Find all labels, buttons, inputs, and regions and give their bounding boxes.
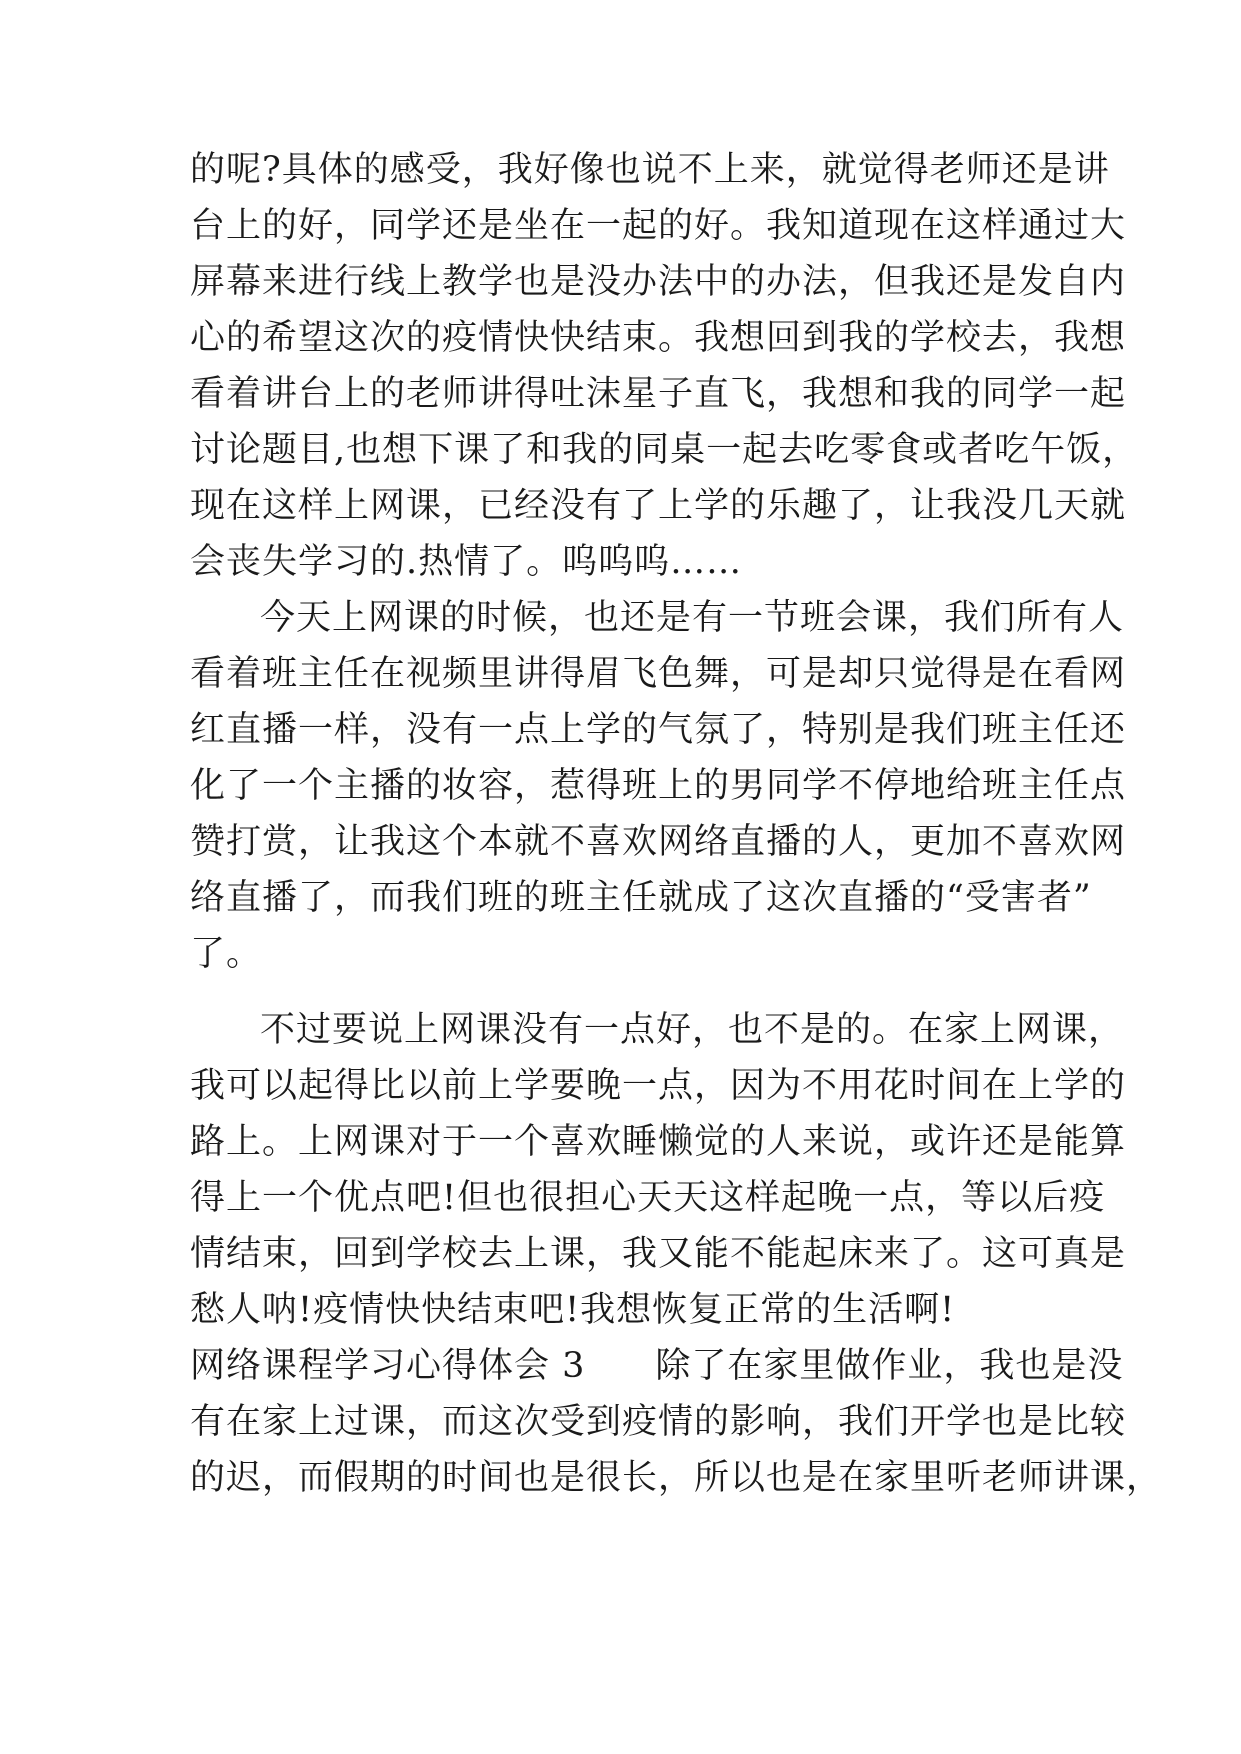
text-line: 除了在家里做作业，我也是没 bbox=[655, 1346, 1124, 1386]
text-line: 台上的好，同学还是坐在一起的好。我知道现在这样通过大 bbox=[190, 206, 1127, 246]
text-line: 有在家上过课，而这次受到疫情的影响，我们开学也是比较 bbox=[190, 1402, 1127, 1442]
text-line: 路上。上网课对于一个喜欢睡懒觉的人来说，或许还是能算 bbox=[190, 1122, 1127, 1162]
text-line: 看着班主任在视频里讲得眉飞色舞，可是却只觉得是在看网 bbox=[190, 654, 1127, 694]
paragraph-first-line: 不过要说上网课没有一点好，也不是的。在家上网课， bbox=[260, 1010, 1125, 1050]
text-line: 了。 bbox=[190, 934, 263, 974]
text-line: 讨论题目,也想下课了和我的同桌一起去吃零食或者吃午饭， bbox=[190, 430, 1139, 470]
text-line: 赞打赏，让我这个本就不喜欢网络直播的人，更加不喜欢网 bbox=[190, 822, 1127, 862]
text-line: 看着讲台上的老师讲得吐沫星子直飞，我想和我的同学一起 bbox=[190, 374, 1127, 414]
text-line: 愁人呐!疫情快快结束吧!我想恢复正常的生活啊! bbox=[190, 1290, 956, 1330]
text-line: 络直播了，而我们班的班主任就成了这次直播的“受害者” bbox=[190, 878, 1092, 918]
paragraph-first-line: 今天上网课的时候，也还是有一节班会课，我们所有人 bbox=[260, 598, 1125, 638]
section-heading-line bbox=[190, 1346, 1124, 1386]
text-line: 我可以起得比以前上学要晚一点，因为不用花时间在上学的 bbox=[190, 1066, 1127, 1106]
section-heading: 网络课程学习心得体会 3 bbox=[190, 1346, 586, 1386]
text-line: 屏幕来进行线上教学也是没办法中的办法，但我还是发自内 bbox=[190, 262, 1127, 302]
text-line: 现在这样上网课，已经没有了上学的乐趣了，让我没几天就 bbox=[190, 486, 1127, 526]
text-line: 红直播一样，没有一点上学的气氛了，特别是我们班主任还 bbox=[190, 710, 1127, 750]
text-line: 情结束，回到学校去上课，我又能不能起床来了。这可真是 bbox=[190, 1234, 1127, 1274]
text-line: 得上一个优点吧!但也很担心天天这样起晚一点，等以后疫 bbox=[190, 1178, 1106, 1218]
text-line: 会丧失学习的.热情了。呜呜呜…… bbox=[190, 542, 743, 582]
text-line: 心的希望这次的疫情快快结束。我想回到我的学校去，我想 bbox=[190, 318, 1127, 358]
text-line: 化了一个主播的妆容，惹得班上的男同学不停地给班主任点 bbox=[190, 766, 1127, 806]
text-line: 的迟，而假期的时间也是很长，所以也是在家里听老师讲课， bbox=[190, 1458, 1163, 1498]
text-line: 的呢?具体的感受，我好像也说不上来，就觉得老师还是讲 bbox=[190, 150, 1110, 190]
